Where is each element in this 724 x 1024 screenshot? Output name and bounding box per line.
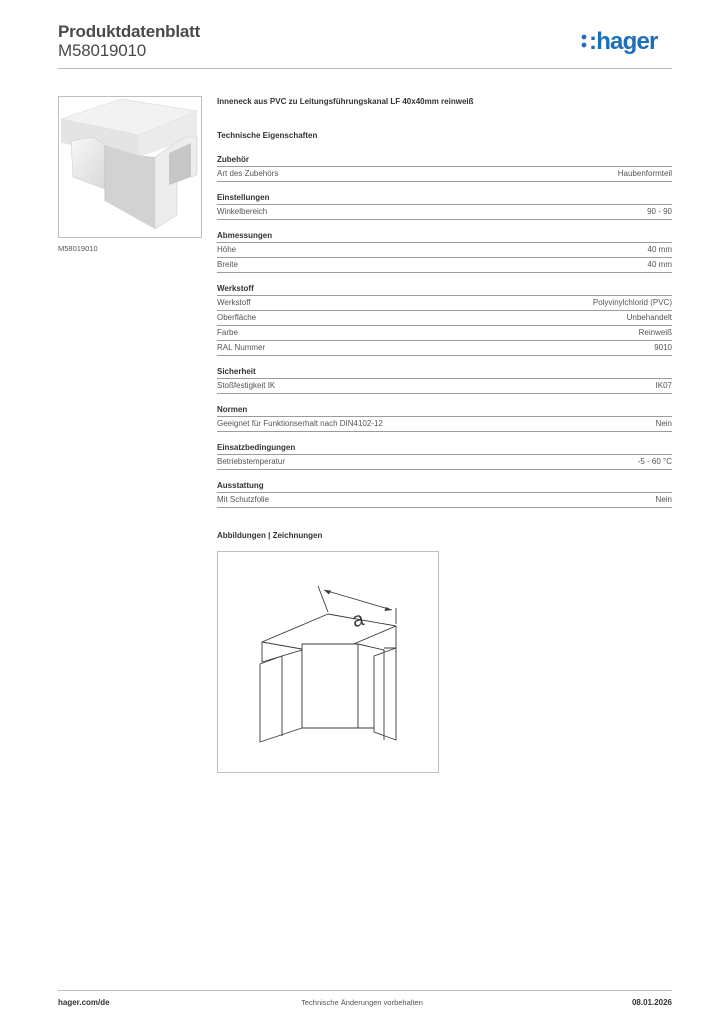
property-sections (217, 154, 672, 508)
property-section (217, 283, 672, 356)
property-value: 40 mm (647, 260, 672, 269)
property-value: -5 - 60 °C (637, 457, 672, 466)
section-title: Sicherheit (217, 366, 672, 379)
property-name: Betriebstemperatur (217, 457, 286, 466)
property-section (217, 442, 672, 470)
footer-website[interactable]: hager.com/de (58, 998, 110, 1007)
property-row (217, 296, 672, 311)
technical-drawing (217, 551, 439, 773)
product-photo (58, 96, 202, 238)
main-content (217, 96, 672, 508)
property-value: Reinweiß (638, 328, 672, 337)
property-section (217, 154, 672, 182)
property-row (217, 493, 672, 508)
hager-logo (580, 26, 672, 61)
property-name: Winkelbereich (217, 207, 268, 216)
section-title: Werkstoff (217, 283, 672, 296)
property-name: Oberfläche (217, 313, 257, 322)
property-value: Nein (655, 419, 672, 428)
article-number: M58019010 (58, 41, 146, 60)
property-row (217, 326, 672, 341)
section-title: Einstellungen (217, 192, 672, 205)
property-name: Stoßfestigkeit IK (217, 381, 276, 390)
property-value: 40 mm (647, 245, 672, 254)
property-row (217, 258, 672, 273)
property-value: Polyvinylchlorid (PVC) (592, 298, 672, 307)
product-description: Inneneck aus PVC zu Leitungsführungskanal LF 40x40mm reinweiß (217, 97, 474, 106)
property-row (217, 379, 672, 394)
property-row (217, 311, 672, 326)
technical-properties-heading: Technische Eigenschaften (217, 131, 318, 140)
property-value: Unbehandelt (626, 313, 672, 322)
property-name: Breite (217, 260, 238, 269)
property-value: 90 - 90 (647, 207, 672, 216)
property-name: Höhe (217, 245, 237, 254)
footer-disclaimer: Technische Änderungen vorbehalten (301, 998, 423, 1007)
property-row (217, 205, 672, 220)
property-value: Haubenformteil (617, 169, 672, 178)
logo-wordmark: :hager (589, 28, 658, 55)
property-section (217, 192, 672, 220)
section-title: Ausstattung (217, 480, 672, 493)
property-row (217, 417, 672, 432)
section-title: Abmessungen (217, 230, 672, 243)
footer-date: 08.01.2026 (631, 998, 672, 1007)
property-section (217, 230, 672, 273)
header-divider (58, 68, 672, 69)
property-name: RAL Nummer (217, 343, 266, 352)
property-name: Farbe (217, 328, 238, 337)
property-row (217, 341, 672, 356)
section-title: Einsatzbedingungen (217, 442, 672, 455)
property-name: Werkstoff (217, 298, 251, 307)
property-value: IK07 (655, 381, 672, 390)
section-title: Normen (217, 404, 672, 417)
property-row (217, 455, 672, 470)
property-section (217, 366, 672, 394)
photo-caption: M58019010 (58, 244, 98, 253)
property-row (217, 167, 672, 182)
property-name: Art des Zubehörs (217, 169, 279, 178)
property-value: 9010 (654, 343, 672, 352)
property-name: Mit Schutzfolie (217, 495, 270, 504)
section-title: Zubehör (217, 154, 672, 167)
property-value: Nein (655, 495, 672, 504)
footer-divider (58, 990, 672, 991)
property-section (217, 480, 672, 508)
drawings-heading: Abbildungen | Zeichnungen (217, 531, 323, 540)
document-title: Produktdatenblatt (58, 22, 201, 41)
dimension-label: a (350, 608, 367, 633)
property-row (217, 243, 672, 258)
header (58, 22, 672, 70)
property-section (217, 404, 672, 432)
property-name: Geeignet für Funktionserhalt nach DIN4102-12 (217, 419, 383, 428)
